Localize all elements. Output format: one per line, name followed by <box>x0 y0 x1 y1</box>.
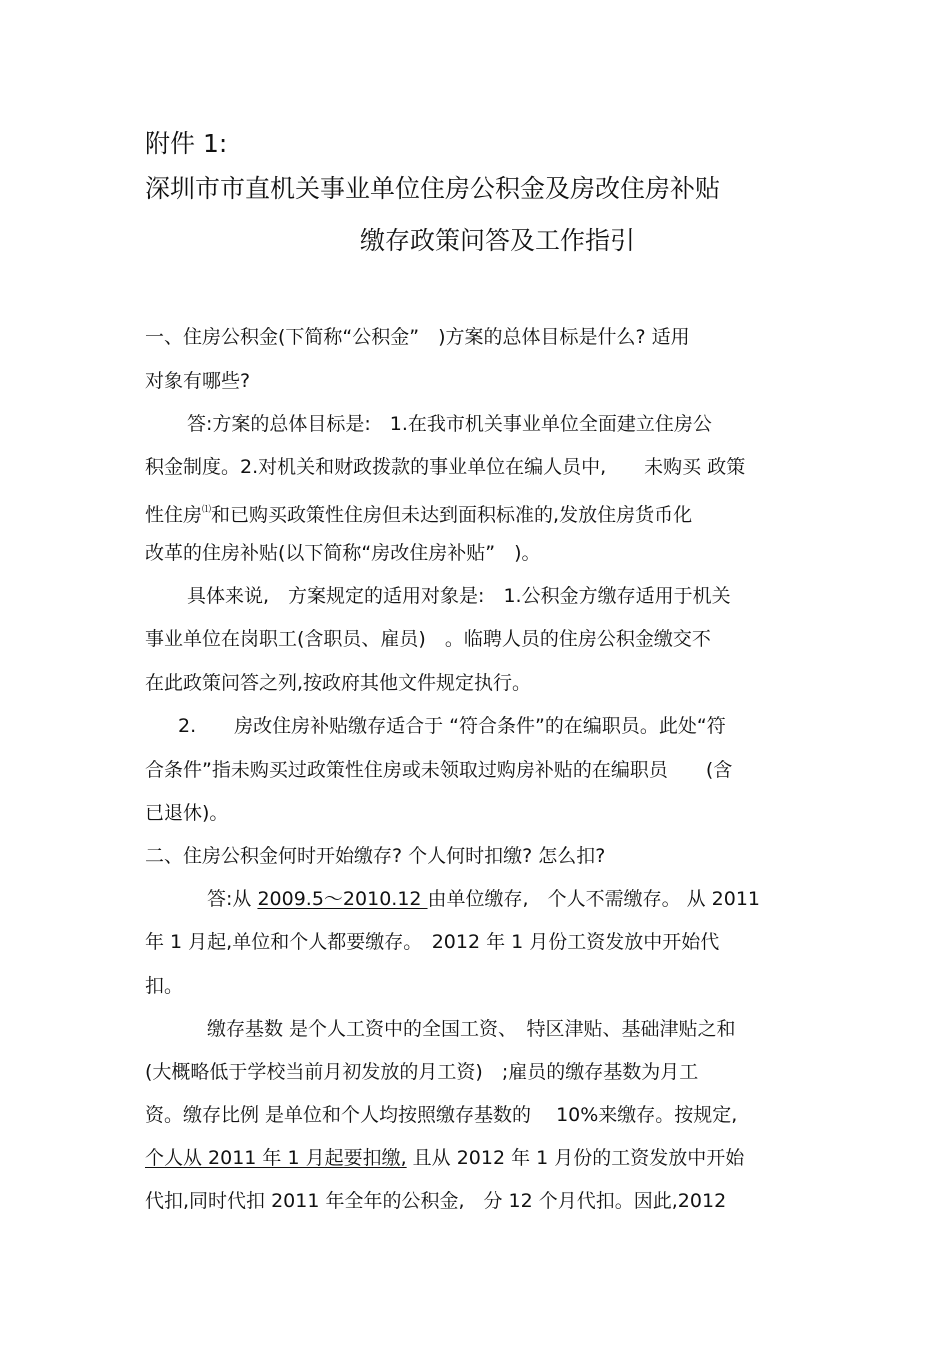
document-title-line-1: 深圳市市直机关事业单位住房公积金及房改住房补贴 <box>145 174 721 203</box>
answer-3-line-2: 合条件”指未购买过政策性住房或未领取过购房补贴的在编职员 (含 <box>145 759 733 781</box>
attachment-label: 附件 1: <box>145 129 228 158</box>
answer-2-line-1: 具体来说, 方案规定的适用对象是: 1.公积金方缴存适用于机关 <box>187 585 731 607</box>
answer-2b-line-3: 扣。 <box>145 975 184 997</box>
question-1-line-2: 对象有哪些? <box>145 370 251 392</box>
answer-text: 且从 2012 年 1 月份的工资发放中开始 <box>406 1147 745 1169</box>
answer-text: 答:从 <box>207 888 258 910</box>
answer-1-line-2: 积金制度。2.对机关和财政拨款的事业单位在编人员中, 未购买 政策 <box>145 456 746 478</box>
question-1-line-1: 一、住房公积金(下简称“公积金” )方案的总体目标是什么? 适用 <box>145 326 690 348</box>
answer-1-line-4: 改革的住房补贴(以下简称“房改住房补贴” )。 <box>145 542 541 564</box>
contribution-base-line-5: 代扣,同时代扣 2011 年全年的公积金, 分 12 个月代扣。因此,2012 <box>145 1190 727 1212</box>
answer-text: 由单位缴存, 个人不需缴存。 从 2011 <box>427 888 761 910</box>
answer-3-line-1: 2. 房改住房补贴缴存适合于 “符合条件”的在编职员。此处“符 <box>178 715 726 737</box>
answer-1-text: 性住房 <box>145 504 203 526</box>
document-title-line-2: 缴存政策问答及工作指引 <box>360 226 636 255</box>
underlined-period: 2009.5～2010.12 <box>257 888 428 910</box>
answer-1-line-1: 答:方案的总体目标是: 1.在我市机关事业单位全面建立住房公 <box>187 413 712 435</box>
contribution-base-line-4 <box>145 1146 744 1170</box>
contribution-base-line-1: 缴存基数 是个人工资中的全国工资、 特区津贴、基础津贴之和 <box>207 1018 736 1040</box>
answer-2b-line-1 <box>207 887 760 911</box>
answer-1-line-3 <box>145 498 692 527</box>
footnote-marker: ⑴ <box>202 505 212 515</box>
contribution-base-line-2: (大概略低于学校当前月初发放的月工资) ;雇员的缴存基数为月工 <box>145 1061 699 1083</box>
answer-2-line-3: 在此政策问答之列,按政府其他文件规定执行。 <box>145 672 532 694</box>
question-2-line-1: 二、住房公积金何时开始缴存? 个人何时扣缴? 怎么扣? <box>145 845 606 867</box>
underlined-deduction-start: 个人从 2011 年 1 月起要扣缴, <box>145 1147 407 1169</box>
answer-2b-line-2: 年 1 月起,单位和个人都要缴存。 2012 年 1 月份工资发放中开始代 <box>145 931 720 953</box>
answer-3-line-3: 已退休)。 <box>145 802 229 824</box>
answer-2-line-2: 事业单位在岗职工(含职员、雇员) 。临聘人员的住房公积金缴交不 <box>145 628 711 650</box>
contribution-base-line-3: 资。缴存比例 是单位和个人均按照缴存基数的 10%来缴存。按规定, <box>145 1104 738 1126</box>
answer-1-text: 和已购买政策性住房但未达到面积标准的,发放住房货币化 <box>211 504 693 526</box>
